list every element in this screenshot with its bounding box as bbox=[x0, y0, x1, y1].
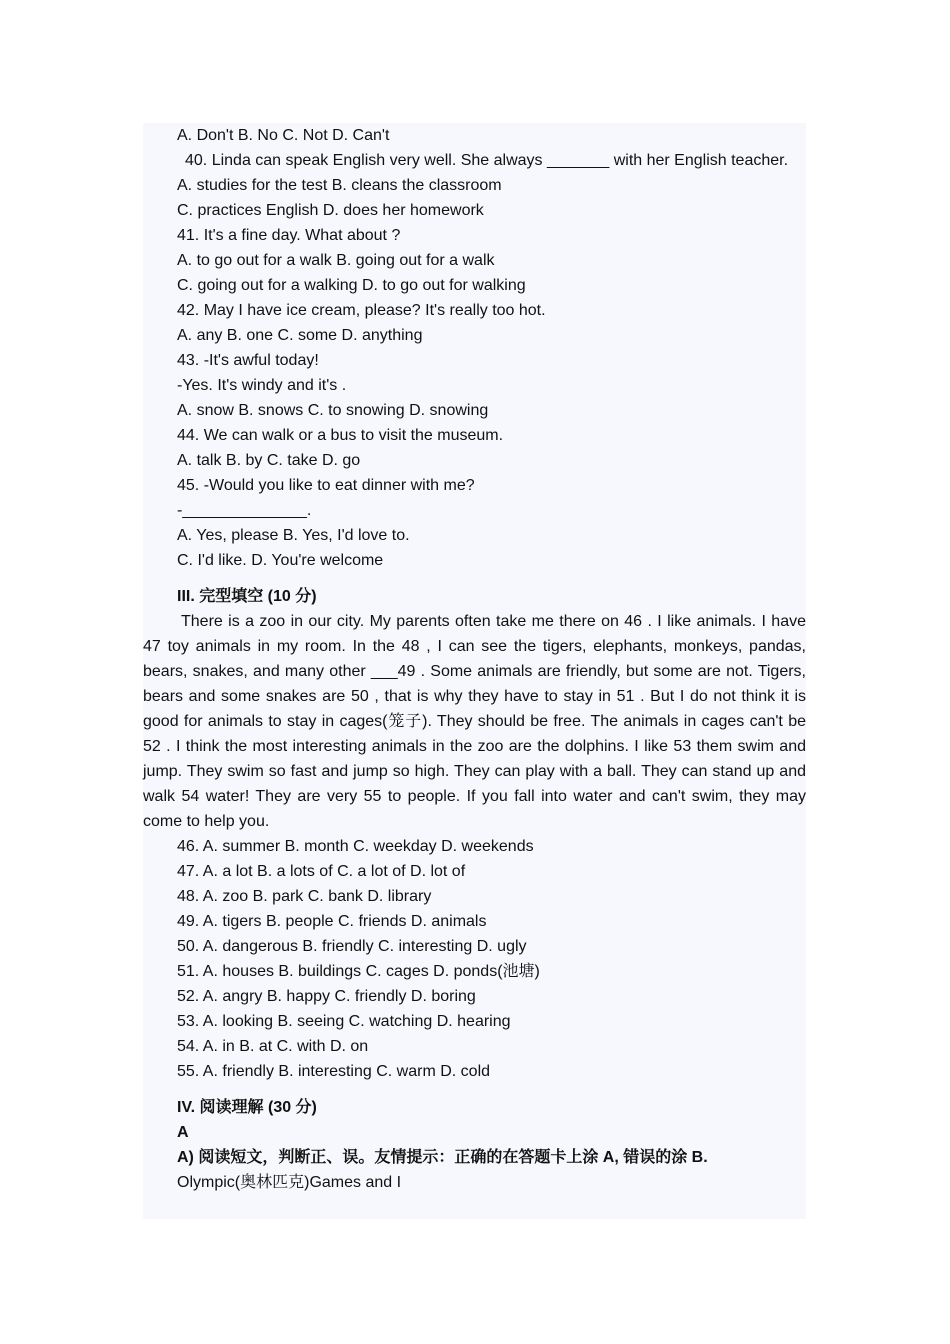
cloze-question: 46. A. summer B. month C. weekday D. weekends bbox=[177, 838, 534, 855]
cloze-question: 51. A. houses B. buildings C. cages D. ponds(池塘) bbox=[177, 963, 540, 980]
q44-options: A. talk B. by C. take D. go bbox=[177, 452, 361, 469]
cloze-question: 54. A. in B. at C. with D. on bbox=[177, 1038, 369, 1055]
q43-stem: 43. -It's awful today! bbox=[177, 352, 319, 369]
q40-options-1: A. studies for the test B. cleans the classroom bbox=[177, 177, 502, 194]
q40-stem: 40. Linda can speak English very well. She always _______ with her English teacher. bbox=[185, 152, 789, 169]
section-3-heading: III. 完型填空 (10 分) bbox=[177, 588, 317, 605]
cloze-passage: There is a zoo in our city. My parents often take me there on 46 . I like animals. I have 47 toy animals in my room. In the 48 , I can see the tigers, elephants, monkeys, pandas, bears, snakes, and many other ___49 . Some animals are friendly, but some are not. Tigers, bears and some snakes are 50 , that is why they have to stay in 51 . But I do not think it is good for animals to stay in cages(笼子). They should be free. The animals in cages can't be 52 . I think the most interesting animals in the zoo are the dolphins. I like 53 them swim and jump. They swim so fast and jump so high. They can play with a ball. They can stand up and walk 54 water! They are very 55 to people. If you fall into water and can't swim, they may come to help you. bbox=[143, 613, 806, 830]
cloze-question: 47. A. a lot B. a lots of C. a lot of D. lot of bbox=[177, 863, 466, 880]
q43-reply: -Yes. It's windy and it's . bbox=[177, 377, 347, 394]
q45-options-2: C. I'd like. D. You're welcome bbox=[177, 552, 384, 569]
q45-stem: 45. -Would you like to eat dinner with me? bbox=[177, 477, 475, 494]
exam-content bbox=[143, 123, 806, 1195]
q42-options: A. any B. one C. some D. anything bbox=[177, 327, 423, 344]
q43-options: A. snow B. snows C. to snowing D. snowing bbox=[177, 402, 489, 419]
q41-stem: 41. It's a fine day. What about ? bbox=[177, 227, 401, 244]
reading-instruction: A) 阅读短文，判断正、误。友情提示：正确的在答题卡上涂 A, 错误的涂 B. bbox=[177, 1149, 708, 1166]
cloze-question: 53. A. looking B. seeing C. watching D. hearing bbox=[177, 1013, 511, 1030]
cloze-question: 48. A. zoo B. park C. bank D. library bbox=[177, 888, 432, 905]
q44-stem: 44. We can walk or a bus to visit the museum. bbox=[177, 427, 504, 444]
q41-options-2: C. going out for a walking D. to go out for walking bbox=[177, 277, 526, 294]
cloze-question: 50. A. dangerous B. friendly C. interesting D. ugly bbox=[177, 938, 527, 955]
q45-options-1: A. Yes, please B. Yes, I'd love to. bbox=[177, 527, 410, 544]
section-4-heading: IV. 阅读理解 (30 分) bbox=[177, 1099, 317, 1116]
cloze-question: 55. A. friendly B. interesting C. warm D. cold bbox=[177, 1063, 491, 1080]
q40-options-2: C. practices English D. does her homework bbox=[177, 202, 484, 219]
q42-stem: 42. May I have ice cream, please? It's really too hot. bbox=[177, 302, 546, 319]
cloze-question: 52. A. angry B. happy C. friendly D. boring bbox=[177, 988, 476, 1005]
q39-options: A. Don't B. No C. Not D. Can't bbox=[177, 127, 390, 144]
q45-reply: -______________. bbox=[177, 502, 312, 519]
cloze-question: 49. A. tigers B. people C. friends D. animals bbox=[177, 913, 487, 930]
q41-options-1: A. to go out for a walk B. going out for a walk bbox=[177, 252, 495, 269]
article-title: Olympic(奥林匹克)Games and I bbox=[177, 1174, 402, 1191]
part-a-label: A bbox=[177, 1124, 189, 1141]
